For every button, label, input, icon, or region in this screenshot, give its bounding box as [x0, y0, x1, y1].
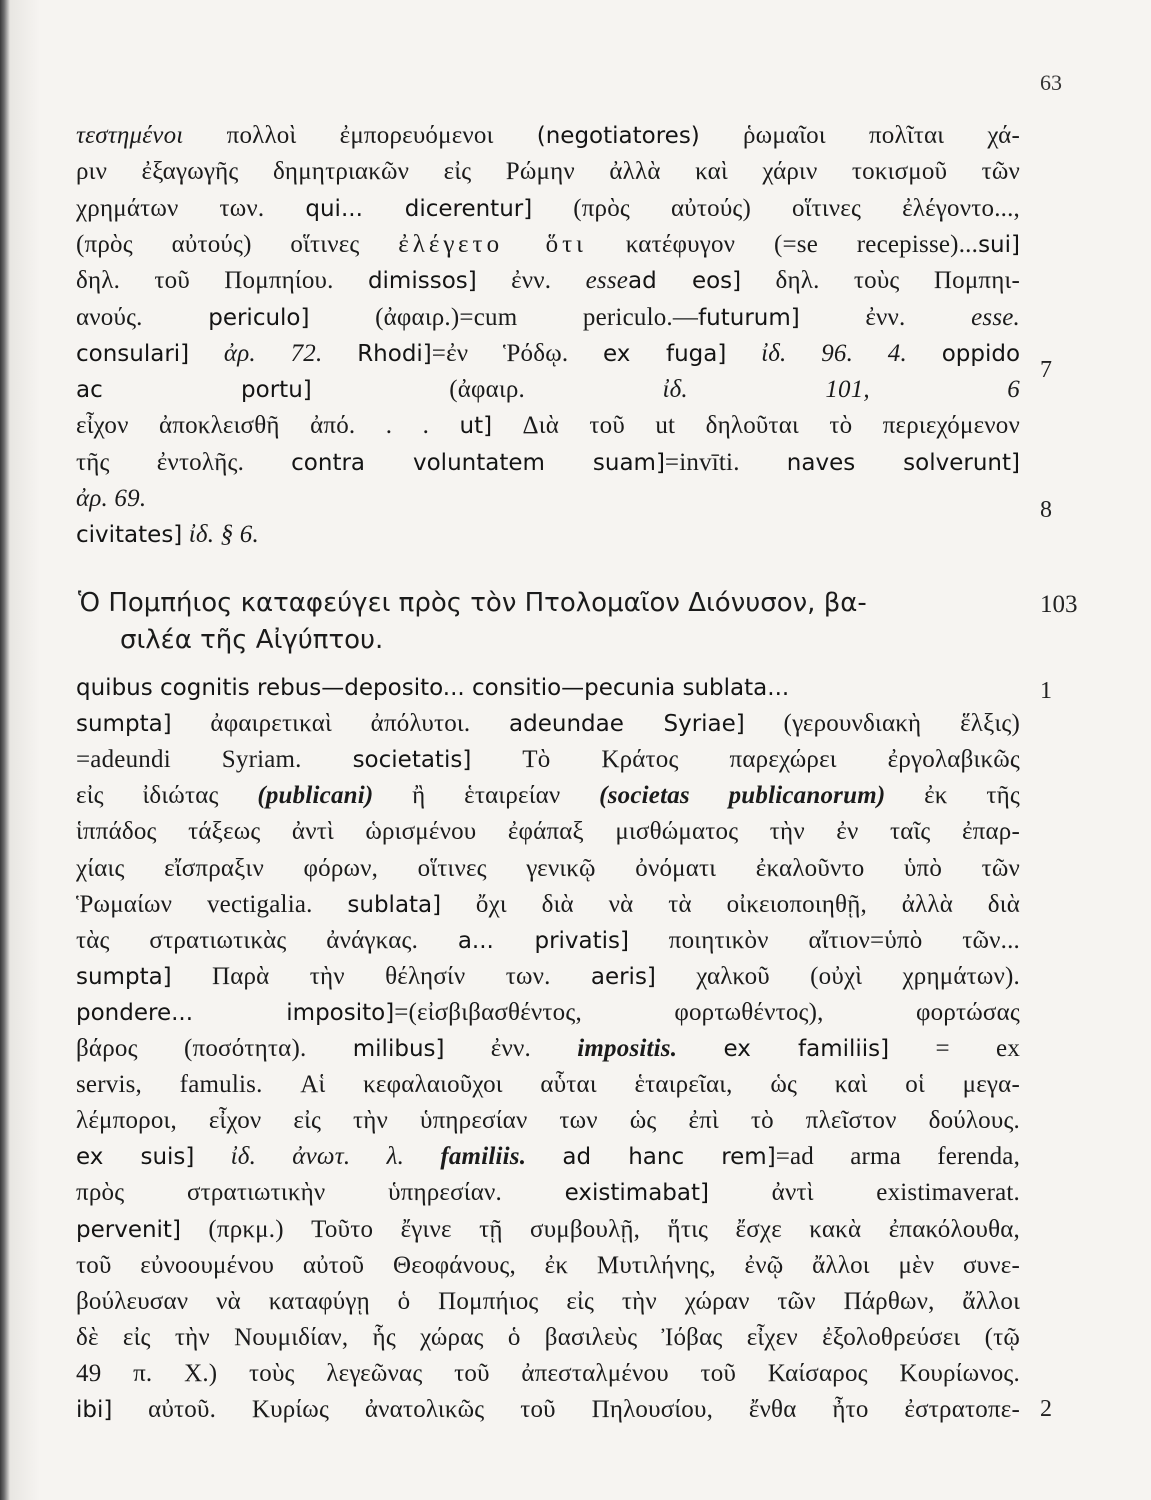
greek-text: Παρὰ τὴν θέλησίν των. [171, 962, 591, 990]
block2-line [76, 995, 1020, 1029]
greek-text: ὄχι διὰ νὰ τὰ οἰκειοποιηθῇ, ἀλλὰ διὰ [441, 890, 1020, 918]
greek-text: ἱππάδος τάξεως ἀντὶ ὡρισμένου ἐφάπαξ μισθώματος τὴν ἐν ταῖς ἐπαρ- [76, 818, 1020, 846]
greek-text: Ῥωμαίων vectigalia. [76, 890, 348, 918]
greek-text: ἐνν. [476, 267, 586, 295]
block2-line [76, 1067, 1020, 1101]
greek-text: servis, famulis. Αἱ κεφαλαιοῦχοι αὗται ἑταιρεῖαι, ὡς καὶ οἱ μεγα- [76, 1071, 1020, 1099]
greek-text: (ἀφαιρ.)=cum periculo.— [309, 303, 699, 331]
block2-line [76, 1284, 1020, 1318]
block2-line [76, 1356, 1020, 1390]
latin-lemma: quibus cognitis rebus—deposito... consitio—pecunia sublata... [76, 675, 790, 701]
block2-line [76, 851, 1020, 885]
section-heading-line-2: σιλέα τῆς Αἰγύπτου. [120, 625, 384, 655]
latin-lemma: consulari] [76, 340, 190, 367]
greek-text: ἀντὶ existimaverat. [708, 1179, 1020, 1207]
greek-text: familiis. [440, 1143, 527, 1171]
block1-line [76, 517, 1020, 551]
latin-lemma: pervenit] [76, 1216, 181, 1243]
block1-line [76, 191, 1020, 225]
latin-lemma: oppido [941, 340, 1020, 367]
greek-text: εἰς ἰδιώτας [76, 782, 258, 810]
latin-lemma: naves solverunt] [786, 449, 1020, 476]
block2-line [76, 742, 1020, 776]
block2-line [76, 1103, 1020, 1137]
block2-line [76, 1031, 1020, 1065]
latin-lemma: ex suis] [76, 1144, 195, 1171]
page-number: 63 [1040, 70, 1062, 95]
latin-lemma: aeris] [590, 963, 656, 990]
greek-text: esse [585, 267, 629, 295]
greek-text: τῆς ἐντολῆς. [76, 448, 292, 476]
latin-lemma: sumpta] [76, 963, 172, 990]
margin-note-103: 103 [1040, 591, 1078, 618]
block2-line [76, 1139, 1020, 1173]
latin-lemma: societatis] [352, 747, 472, 774]
latin-lemma: adeundae Syriae] [509, 711, 745, 738]
greek-text: ἐκ τῆς [885, 782, 1020, 810]
greek-text: πρὸς στρατιωτικὴν ὑπηρεσίαν. [76, 1179, 565, 1207]
latin-lemma: periculo] [208, 304, 310, 331]
latin-lemma: dimissos] [367, 268, 477, 295]
greek-text: δηλ. τοῦ Πομπηίου. [76, 267, 368, 295]
block2-line [76, 670, 1020, 704]
block2-line [76, 887, 1020, 921]
greek-text [907, 340, 942, 367]
greek-text: χαλκοῦ (οὐχὶ χρημάτων). [655, 962, 1020, 990]
greek-text: (ἀφαιρ. [311, 376, 663, 404]
latin-lemma: ad eos] [628, 268, 742, 295]
latin-lemma: civitates] [76, 522, 183, 549]
greek-text [194, 1143, 230, 1170]
block1-line [76, 300, 1020, 334]
greek-text [677, 1035, 723, 1062]
greek-text: (γερουνδιακὴ ἕλξις) [744, 710, 1020, 738]
greek-text: εἶχον ἀποκλεισθῆ ἀπό. . . [76, 412, 460, 440]
block1-line [76, 263, 1020, 297]
latin-lemma: ex fuga] [603, 340, 727, 367]
greek-text: ἰδ. 96. 4. [761, 339, 907, 367]
block1-line [76, 481, 1020, 515]
greek-text: τὰς στρατιωτικὰς ἀνάγκας. [76, 926, 458, 954]
latin-lemma: sui] [978, 231, 1020, 258]
greek-text: λέμποροι, εἶχον εἰς τὴν ὑπηρεσίαν των ὡς ἐπὶ τὸ πλεῖστον δούλους. [76, 1107, 1020, 1135]
greek-text: βούλευσαν νὰ καταφύγῃ ὁ Πομπήιος εἰς τὴν χώραν τῶν Πάρθων, ἄλλοι [76, 1287, 1020, 1315]
greek-text: 49 π. Χ.) τοὺς λεγεῶνας τοῦ ἀπεσταλμένου τοῦ Καίσαρος Κουρίωνος. [76, 1359, 1020, 1387]
greek-text: ἐνν. [799, 303, 972, 331]
margin-note-7: 7 [1040, 357, 1052, 383]
block2-line [76, 959, 1020, 993]
block1-line [76, 408, 1020, 442]
latin-lemma: ac portu] [76, 377, 312, 404]
greek-text: =adeundi Syriam. [76, 746, 353, 774]
latin-lemma: pondere... imposito] [76, 999, 395, 1026]
greek-text: (πρκμ.) Τοῦτο ἔγινε τῇ συμβουλῇ, ἥτις ἔσχε κακὰ ἐπακόλουθα, [180, 1215, 1020, 1243]
latin-lemma: contra voluntatem suam] [291, 449, 665, 476]
greek-text [404, 1143, 440, 1170]
latin-lemma: sublata] [347, 891, 442, 918]
greek-text: (publicani) [257, 782, 374, 810]
margin-note-8: 8 [1040, 497, 1052, 523]
greek-text: =(εἰσβιβασθέντος, φορτωθέντος), φορτώσας [394, 998, 1020, 1026]
greek-text: Τὸ Κράτος παρεχώρει ἐργολαβικῶς [471, 746, 1020, 774]
greek-text: ποιητικὸν αἴτιον=ὑπὸ τῶν... [629, 926, 1020, 954]
greek-text: (πρὸς αὐτούς) οἵτινες [76, 230, 399, 258]
latin-lemma: ibi] [76, 1397, 113, 1423]
greek-text: esse. [971, 303, 1020, 331]
latin-lemma: futurum] [698, 304, 800, 331]
block2-line [76, 706, 1020, 740]
greek-text: (societas publicanorum) [599, 782, 886, 810]
latin-lemma: milibus] [352, 1036, 445, 1062]
greek-text: ἀρ. 72. [223, 339, 323, 367]
greek-text: χρημάτων των. [76, 194, 306, 222]
greek-text [189, 340, 224, 367]
greek-text: τοῦ εὐνοουμένου αὐτοῦ Θεοφάνους, ἐκ Μυτιλήνης, ἐνῷ ἄλλοι μὲν συνε- [76, 1251, 1020, 1279]
greek-text: Διὰ τοῦ ut δηλοῦται τὸ περιεχόμενον [492, 412, 1020, 440]
latin-lemma: Rhodi] [357, 340, 432, 367]
block1-line [76, 372, 1020, 406]
greek-text: ἰδ. ἀνωτ. λ. [230, 1143, 405, 1171]
block2-line [76, 1320, 1020, 1354]
greek-text: (πρὸς αὐτούς) οἵτινες ἐλέγοντο..., [532, 194, 1020, 222]
margin-note-1: 1 [1040, 678, 1052, 704]
greek-text: =invīti. [664, 448, 787, 476]
greek-text: κατέφυγον (=se recepisse)... [586, 230, 979, 258]
block2-line [76, 1175, 1020, 1209]
block2-line [76, 1248, 1020, 1282]
block2-line [76, 1212, 1020, 1246]
latin-lemma: ex familiis] [723, 1036, 890, 1062]
greek-text [322, 340, 357, 367]
block2-line [76, 1392, 1020, 1426]
block2-line [76, 923, 1020, 957]
block1-line [76, 336, 1020, 370]
greek-text: πολλοὶ ἐμπορευόμενοι [183, 122, 537, 149]
greek-text: ριν ἐξαγωγῆς δημητριακῶν εἰς Ρώμην ἀλλὰ καὶ χάριν τοκισμοῦ τῶν [76, 158, 1020, 186]
greek-text: =ad arma ferenda, [775, 1143, 1020, 1171]
greek-text [526, 1143, 562, 1170]
greek-text: = ex [889, 1035, 1020, 1062]
latin-lemma: (negotiatores) [536, 123, 700, 149]
greek-text [726, 340, 761, 367]
section-heading-line-1: Ὁ Πομπήιος καταφεύγει πρὸς τὸν Πτολομαῖον Διόνυσον, βα- [78, 588, 867, 618]
block2-line [76, 778, 1020, 812]
greek-text: impositis. [577, 1035, 678, 1062]
block1-line [76, 445, 1020, 479]
greek-text: =ἐν Ῥόδῳ. [431, 339, 604, 367]
greek-text: ανούς. [76, 303, 209, 331]
latin-lemma: existimabat] [564, 1180, 709, 1207]
greek-text: ἐλέγετο ὅτι [398, 230, 587, 258]
greek-text: δὲ εἰς τὴν Νουμιδίαν, ἧς χώρας ὁ βασιλεὺς Ἰόβας εἶχεν ἐξολοθρεύσει (τῷ [76, 1323, 1020, 1351]
greek-text: ἰδ. 101, 6 [662, 376, 1020, 404]
greek-text: ἢ ἑταιρείαν [373, 782, 600, 810]
latin-lemma: ad hanc rem] [562, 1144, 776, 1171]
greek-text: ἀφαιρετικαὶ ἀπόλυτοι. [171, 710, 510, 738]
greek-text: αὐτοῦ. Κυρίως ἀνατολικῶς τοῦ Πηλουσίου, ἔνθα ἦτο ἐστρατοπε- [112, 1396, 1020, 1423]
greek-text: τεστημένοι [76, 122, 184, 149]
greek-text: δηλ. τοὺς Πομπηι- [741, 267, 1020, 295]
greek-text: ἰδ. § 6. [188, 521, 259, 549]
greek-text: ἐνν. [444, 1035, 578, 1062]
block1-line [76, 227, 1020, 261]
block2-line [76, 814, 1020, 848]
latin-lemma: ut] [459, 413, 493, 440]
latin-lemma: sumpta] [76, 711, 172, 738]
greek-text: ῥωμαῖοι πολῖται χά- [699, 122, 1020, 149]
margin-note-2: 2 [1040, 1396, 1052, 1422]
greek-text: ἀρ. 69. [76, 485, 147, 512]
block1-line [76, 154, 1020, 188]
block1-line [76, 118, 1020, 152]
latin-lemma: qui... dicerentur] [305, 195, 533, 222]
greek-text: χίαις εἴσπραξιν φόρων, οἵτινες γενικῷ ὀνόματι ἐκαλοῦντο ὑπὸ τῶν [76, 854, 1020, 882]
latin-lemma: a... privatis] [457, 927, 630, 954]
greek-text: βάρος (ποσότητα). [76, 1035, 353, 1062]
